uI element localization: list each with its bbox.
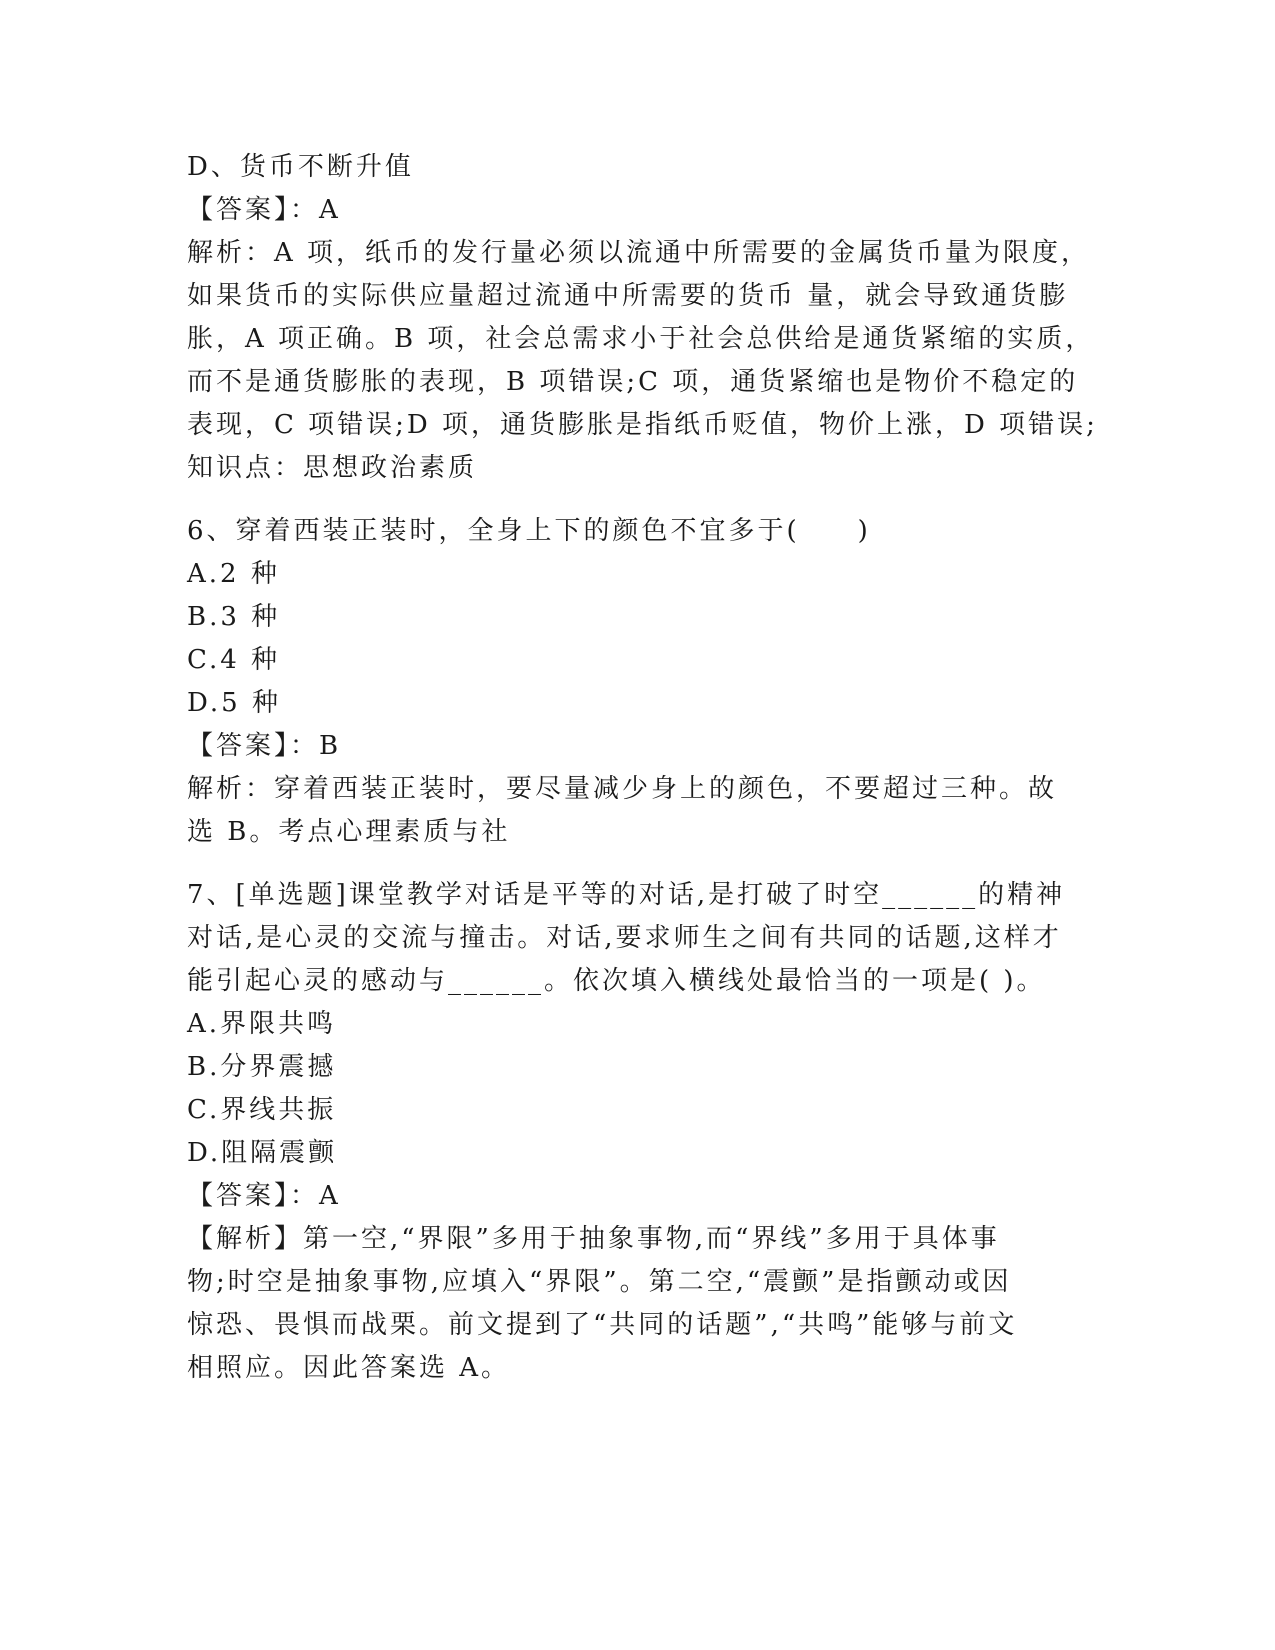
explanation-line: 而不是通货膨胀的表现，B 项错误;C 项，通货紧缩也是物价不稳定的 [187, 367, 1079, 397]
explanation-line: 选 B。考点心理素质与社 [187, 817, 511, 847]
explanation-line: 相照应。因此答案选 A。 [187, 1353, 511, 1383]
explanation-line: 解析：穿着西装正装时，要尽量减少身上的颜色，不要超过三种。故 [187, 774, 1058, 804]
option-a: A.2 种 [187, 559, 280, 589]
option-b: B.分界震撼 [187, 1052, 337, 1082]
question-6-block [187, 510, 1067, 854]
explanation-line: 【解析】第一空,“界限”多用于抽象事物,而“界线”多用于具体事 [187, 1224, 1000, 1254]
explanation-line: 如果货币的实际供应量超过流通中所需要的货币 量，就会导致通货膨 [187, 281, 1069, 311]
option-d: D.阻隔震颤 [187, 1138, 338, 1168]
option-a: A.界限共鸣 [187, 1009, 337, 1039]
answer-line: 【答案】：A [187, 1181, 341, 1211]
knowledge-point-line: 知识点：思想政治素质 [187, 453, 478, 483]
question-text: 7、[单选题]课堂教学对话是平等的对话,是打破了时空______的精神 [187, 880, 1066, 910]
spacer [187, 854, 1067, 874]
spacer [187, 490, 1067, 510]
explanation-line: 胀，A 项正确。B 项，社会总需求小于社会总供给是通货紧缩的实质， [187, 324, 1095, 354]
question-text: 对话,是心灵的交流与撞击。对话,要求师生之间有共同的话题,这样才 [187, 923, 1062, 953]
explanation-line: 惊恐、畏惧而战栗。前文提到了“共同的话题”,“共鸣”能够与前文 [187, 1310, 1018, 1340]
question-text: 6、穿着西装正装时，全身上下的颜色不宜多于( ) [187, 516, 871, 546]
option-d: D.5 种 [187, 688, 281, 718]
option-c: C.4 种 [187, 645, 281, 675]
option-c: C.界线共振 [187, 1095, 337, 1125]
question-5-block [187, 146, 1098, 490]
answer-line: 【答案】：A [187, 195, 341, 225]
question-text: 能引起心灵的感动与______。依次填入横线处最恰当的一项是( )。 [187, 966, 1046, 996]
question-7-block [187, 874, 1067, 1390]
explanation-line: 物;时空是抽象事物,应填入“界限”。第二空,“震颤”是指颤动或因 [187, 1267, 1012, 1297]
explanation-line: 表现，C 项错误;D 项，通货膨胀是指纸币贬值，物价上涨，D 项错误; [187, 410, 1098, 440]
answer-line: 【答案】：B [187, 731, 342, 761]
explanation-line: 解析：A 项，纸币的发行量必须以流通中所需要的金属货币量为限度， [187, 238, 1091, 268]
option-d: D、货币不断升值 [187, 152, 414, 182]
option-b: B.3 种 [187, 602, 281, 632]
document-page [187, 146, 1098, 1390]
